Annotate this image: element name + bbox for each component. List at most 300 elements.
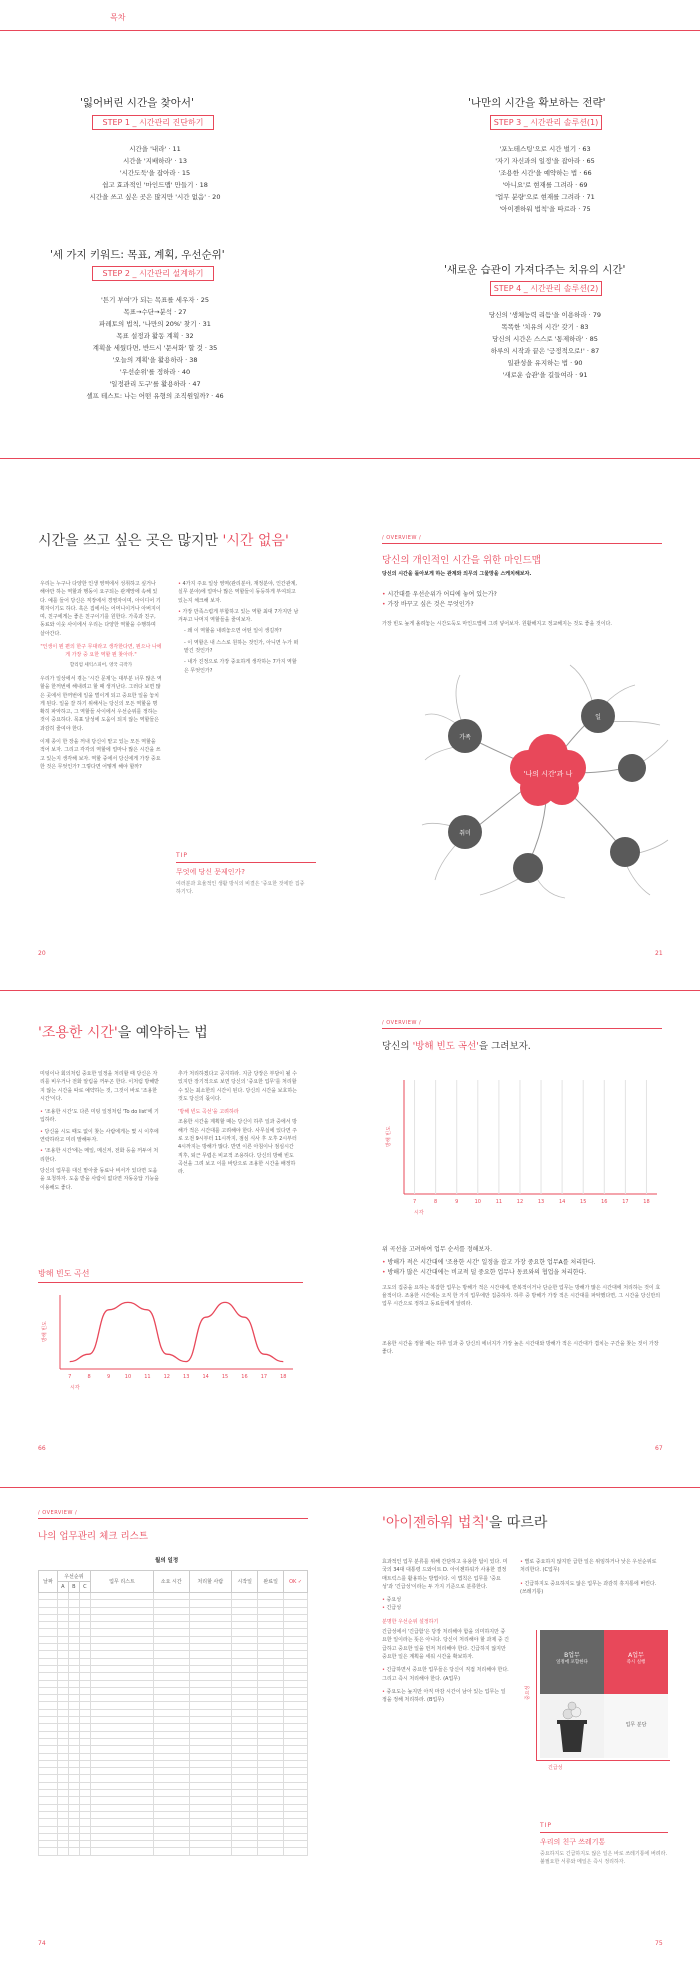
table-cell[interactable]	[258, 1717, 284, 1724]
table-cell[interactable]	[79, 1746, 90, 1753]
toc-entry[interactable]: '새로운 습관'을 길들여라 · 91	[502, 371, 588, 379]
table-cell[interactable]	[57, 1753, 68, 1760]
table-cell[interactable]	[57, 1622, 68, 1629]
table-cell[interactable]	[68, 1768, 79, 1775]
table-cell[interactable]	[68, 1753, 79, 1760]
table-cell[interactable]	[153, 1797, 189, 1804]
table-row[interactable]	[39, 1695, 308, 1702]
table-cell[interactable]	[258, 1826, 284, 1833]
table-cell[interactable]	[258, 1753, 284, 1760]
table-cell[interactable]	[39, 1680, 58, 1687]
table-cell[interactable]	[189, 1673, 232, 1680]
table-cell[interactable]	[79, 1607, 90, 1614]
table-row[interactable]	[39, 1607, 308, 1614]
table-cell[interactable]	[258, 1775, 284, 1782]
table-cell[interactable]	[90, 1790, 153, 1797]
table-cell[interactable]	[189, 1593, 232, 1600]
toc-entry[interactable]: '아니요'로 현재를 그려라 · 69	[502, 181, 588, 189]
table-cell[interactable]	[232, 1665, 258, 1672]
table-row[interactable]	[39, 1775, 308, 1782]
table-cell[interactable]	[68, 1804, 79, 1811]
table-cell[interactable]	[79, 1738, 90, 1745]
toc-entry[interactable]: 시간을 '지배하라' · 13	[122, 157, 188, 165]
toc-entry[interactable]: 목표→수단→분석 · 27	[123, 308, 187, 316]
table-cell[interactable]	[153, 1724, 189, 1731]
table-row[interactable]	[39, 1673, 308, 1680]
table-cell[interactable]	[153, 1665, 189, 1672]
table-cell[interactable]	[68, 1811, 79, 1818]
toc-s3-step[interactable]: STEP 3 _ 시간관리 솔루션(1)	[490, 115, 602, 130]
table-cell[interactable]	[68, 1614, 79, 1621]
table-cell[interactable]	[79, 1651, 90, 1658]
table-cell[interactable]	[79, 1819, 90, 1826]
toc-entry[interactable]: 계획을 세웠다면, 반드시 '문서화' 할 것 · 35	[92, 344, 218, 352]
table-cell[interactable]	[189, 1731, 232, 1738]
table-cell[interactable]	[232, 1651, 258, 1658]
table-cell[interactable]	[284, 1731, 308, 1738]
table-cell[interactable]	[79, 1644, 90, 1651]
table-cell[interactable]	[232, 1622, 258, 1629]
toc-entry[interactable]: '오늘의 계획'을 활용하라 · 38	[112, 356, 198, 364]
table-cell[interactable]	[284, 1826, 308, 1833]
toc-entry[interactable]: 쉽고 효과적인 '마인드맵' 만들기 · 18	[102, 181, 208, 189]
table-cell[interactable]	[79, 1629, 90, 1636]
table-cell[interactable]	[189, 1702, 232, 1709]
table-cell[interactable]	[39, 1841, 58, 1848]
table-row[interactable]	[39, 1629, 308, 1636]
table-cell[interactable]	[284, 1673, 308, 1680]
table-cell[interactable]	[79, 1695, 90, 1702]
toc-entry[interactable]: '포노테스팅'으로 시간 벌기 · 63	[499, 145, 591, 153]
table-cell[interactable]	[39, 1753, 58, 1760]
table-cell[interactable]	[39, 1695, 58, 1702]
table-cell[interactable]	[90, 1695, 153, 1702]
table-row[interactable]	[39, 1614, 308, 1621]
table-cell[interactable]	[90, 1797, 153, 1804]
table-cell[interactable]	[79, 1841, 90, 1848]
table-cell[interactable]	[68, 1709, 79, 1716]
table-cell[interactable]	[189, 1658, 232, 1665]
table-cell[interactable]	[153, 1702, 189, 1709]
table-cell[interactable]	[153, 1636, 189, 1643]
table-cell[interactable]	[189, 1636, 232, 1643]
table-row[interactable]	[39, 1644, 308, 1651]
table-cell[interactable]	[57, 1665, 68, 1672]
table-cell[interactable]	[90, 1848, 153, 1855]
table-cell[interactable]	[90, 1658, 153, 1665]
table-cell[interactable]	[90, 1673, 153, 1680]
table-cell[interactable]	[258, 1665, 284, 1672]
table-cell[interactable]	[57, 1673, 68, 1680]
table-cell[interactable]	[57, 1811, 68, 1818]
table-cell[interactable]	[57, 1709, 68, 1716]
table-cell[interactable]	[79, 1731, 90, 1738]
table-cell[interactable]	[284, 1833, 308, 1840]
table-cell[interactable]	[153, 1687, 189, 1694]
table-cell[interactable]	[79, 1848, 90, 1855]
toc-entry[interactable]: 당신의 시간은 스스로 '통제하라' · 85	[492, 335, 598, 343]
table-cell[interactable]	[189, 1760, 232, 1767]
table-cell[interactable]	[258, 1629, 284, 1636]
table-cell[interactable]	[189, 1695, 232, 1702]
table-cell[interactable]	[258, 1695, 284, 1702]
table-row[interactable]	[39, 1848, 308, 1855]
table-cell[interactable]	[39, 1746, 58, 1753]
table-cell[interactable]	[232, 1746, 258, 1753]
table-cell[interactable]	[39, 1768, 58, 1775]
toc-s4-step[interactable]: STEP 4 _ 시간관리 솔루션(2)	[490, 281, 602, 296]
table-row[interactable]	[39, 1841, 308, 1848]
table-cell[interactable]	[153, 1680, 189, 1687]
toc-entry[interactable]: 셀프 테스트: 나는 어떤 유형의 조직원일까? · 46	[86, 392, 224, 400]
table-cell[interactable]	[90, 1607, 153, 1614]
table-cell[interactable]	[57, 1600, 68, 1607]
toc-entry[interactable]: '일정관리 도구'를 활용하라 · 47	[109, 380, 201, 388]
table-cell[interactable]	[68, 1790, 79, 1797]
table-cell[interactable]	[189, 1614, 232, 1621]
table-cell[interactable]	[153, 1614, 189, 1621]
table-cell[interactable]	[258, 1702, 284, 1709]
table-cell[interactable]	[57, 1819, 68, 1826]
table-cell[interactable]	[39, 1702, 58, 1709]
table-cell[interactable]	[232, 1811, 258, 1818]
table-cell[interactable]	[284, 1658, 308, 1665]
table-cell[interactable]	[284, 1644, 308, 1651]
table-cell[interactable]	[153, 1731, 189, 1738]
table-cell[interactable]	[90, 1738, 153, 1745]
table-cell[interactable]	[68, 1702, 79, 1709]
table-cell[interactable]	[284, 1614, 308, 1621]
table-cell[interactable]	[284, 1593, 308, 1600]
table-cell[interactable]	[90, 1819, 153, 1826]
table-cell[interactable]	[284, 1600, 308, 1607]
table-cell[interactable]	[232, 1687, 258, 1694]
table-cell[interactable]	[232, 1724, 258, 1731]
table-row[interactable]	[39, 1826, 308, 1833]
table-cell[interactable]	[284, 1724, 308, 1731]
table-cell[interactable]	[39, 1738, 58, 1745]
table-cell[interactable]	[258, 1738, 284, 1745]
table-cell[interactable]	[68, 1651, 79, 1658]
table-cell[interactable]	[57, 1658, 68, 1665]
table-cell[interactable]	[284, 1775, 308, 1782]
table-cell[interactable]	[57, 1695, 68, 1702]
table-cell[interactable]	[258, 1833, 284, 1840]
table-cell[interactable]	[39, 1782, 58, 1789]
table-cell[interactable]	[68, 1724, 79, 1731]
table-cell[interactable]	[284, 1651, 308, 1658]
table-row[interactable]	[39, 1593, 308, 1600]
table-cell[interactable]	[39, 1826, 58, 1833]
table-row[interactable]	[39, 1790, 308, 1797]
table-cell[interactable]	[90, 1724, 153, 1731]
table-cell[interactable]	[232, 1782, 258, 1789]
table-cell[interactable]	[79, 1600, 90, 1607]
table-cell[interactable]	[79, 1717, 90, 1724]
table-cell[interactable]	[57, 1782, 68, 1789]
table-cell[interactable]	[258, 1797, 284, 1804]
table-cell[interactable]	[90, 1731, 153, 1738]
table-cell[interactable]	[79, 1811, 90, 1818]
table-cell[interactable]	[258, 1644, 284, 1651]
table-cell[interactable]	[39, 1811, 58, 1818]
table-cell[interactable]	[90, 1760, 153, 1767]
table-cell[interactable]	[232, 1848, 258, 1855]
table-cell[interactable]	[79, 1753, 90, 1760]
table-cell[interactable]	[258, 1651, 284, 1658]
table-cell[interactable]	[153, 1738, 189, 1745]
table-cell[interactable]	[68, 1658, 79, 1665]
table-cell[interactable]	[258, 1782, 284, 1789]
toc-s2-step[interactable]: STEP 2 _ 시간관리 설계하기	[92, 266, 214, 281]
table-cell[interactable]	[90, 1629, 153, 1636]
toc-entry[interactable]: '아이젠하워 법칙'을 따르라 · 75	[499, 205, 591, 213]
table-cell[interactable]	[90, 1651, 153, 1658]
table-cell[interactable]	[68, 1833, 79, 1840]
table-cell[interactable]	[284, 1709, 308, 1716]
table-cell[interactable]	[258, 1673, 284, 1680]
table-cell[interactable]	[189, 1709, 232, 1716]
table-cell[interactable]	[189, 1768, 232, 1775]
table-cell[interactable]	[153, 1826, 189, 1833]
table-cell[interactable]	[90, 1622, 153, 1629]
table-cell[interactable]	[153, 1833, 189, 1840]
table-cell[interactable]	[39, 1673, 58, 1680]
table-cell[interactable]	[79, 1658, 90, 1665]
table-cell[interactable]	[90, 1768, 153, 1775]
table-cell[interactable]	[153, 1644, 189, 1651]
table-row[interactable]	[39, 1636, 308, 1643]
table-cell[interactable]	[79, 1636, 90, 1643]
table-row[interactable]	[39, 1753, 308, 1760]
table-cell[interactable]	[232, 1753, 258, 1760]
table-cell[interactable]	[284, 1797, 308, 1804]
table-cell[interactable]	[153, 1753, 189, 1760]
table-cell[interactable]	[232, 1629, 258, 1636]
table-cell[interactable]	[153, 1717, 189, 1724]
table-cell[interactable]	[57, 1687, 68, 1694]
table-cell[interactable]	[258, 1841, 284, 1848]
table-cell[interactable]	[284, 1819, 308, 1826]
table-cell[interactable]	[153, 1629, 189, 1636]
table-row[interactable]	[39, 1709, 308, 1716]
table-cell[interactable]	[39, 1636, 58, 1643]
table-cell[interactable]	[79, 1665, 90, 1672]
table-cell[interactable]	[189, 1600, 232, 1607]
table-cell[interactable]	[90, 1811, 153, 1818]
table-cell[interactable]	[90, 1644, 153, 1651]
table-cell[interactable]	[68, 1593, 79, 1600]
table-cell[interactable]	[258, 1768, 284, 1775]
table-cell[interactable]	[68, 1636, 79, 1643]
toc-entry[interactable]: '업무 분량'으로 현재를 그려라 · 71	[495, 193, 595, 201]
table-cell[interactable]	[79, 1622, 90, 1629]
table-row[interactable]	[39, 1600, 308, 1607]
table-cell[interactable]	[79, 1790, 90, 1797]
table-cell[interactable]	[57, 1775, 68, 1782]
table-cell[interactable]	[90, 1826, 153, 1833]
table-cell[interactable]	[284, 1622, 308, 1629]
table-cell[interactable]	[189, 1651, 232, 1658]
table-cell[interactable]	[39, 1651, 58, 1658]
table-cell[interactable]	[258, 1600, 284, 1607]
table-row[interactable]	[39, 1746, 308, 1753]
table-cell[interactable]	[153, 1695, 189, 1702]
table-cell[interactable]	[153, 1607, 189, 1614]
table-cell[interactable]	[284, 1768, 308, 1775]
table-cell[interactable]	[90, 1833, 153, 1840]
table-cell[interactable]	[232, 1804, 258, 1811]
table-cell[interactable]	[39, 1760, 58, 1767]
table-cell[interactable]	[232, 1717, 258, 1724]
table-cell[interactable]	[284, 1607, 308, 1614]
table-cell[interactable]	[258, 1607, 284, 1614]
table-row[interactable]	[39, 1680, 308, 1687]
table-cell[interactable]	[68, 1680, 79, 1687]
table-cell[interactable]	[232, 1826, 258, 1833]
table-cell[interactable]	[232, 1673, 258, 1680]
table-row[interactable]	[39, 1797, 308, 1804]
table-cell[interactable]	[57, 1644, 68, 1651]
table-cell[interactable]	[232, 1658, 258, 1665]
table-cell[interactable]	[284, 1760, 308, 1767]
table-cell[interactable]	[39, 1600, 58, 1607]
table-cell[interactable]	[39, 1717, 58, 1724]
table-cell[interactable]	[232, 1738, 258, 1745]
table-row[interactable]	[39, 1651, 308, 1658]
table-cell[interactable]	[90, 1600, 153, 1607]
table-cell[interactable]	[79, 1833, 90, 1840]
table-cell[interactable]	[68, 1622, 79, 1629]
table-cell[interactable]	[57, 1614, 68, 1621]
table-cell[interactable]	[153, 1746, 189, 1753]
table-cell[interactable]	[232, 1731, 258, 1738]
table-cell[interactable]	[68, 1848, 79, 1855]
table-row[interactable]	[39, 1658, 308, 1665]
table-cell[interactable]	[232, 1819, 258, 1826]
table-cell[interactable]	[258, 1790, 284, 1797]
table-cell[interactable]	[189, 1775, 232, 1782]
table-cell[interactable]	[189, 1665, 232, 1672]
table-row[interactable]	[39, 1738, 308, 1745]
table-cell[interactable]	[79, 1702, 90, 1709]
table-cell[interactable]	[232, 1600, 258, 1607]
table-cell[interactable]	[258, 1636, 284, 1643]
table-cell[interactable]	[189, 1753, 232, 1760]
table-cell[interactable]	[232, 1614, 258, 1621]
table-cell[interactable]	[90, 1804, 153, 1811]
table-cell[interactable]	[90, 1717, 153, 1724]
table-cell[interactable]	[189, 1607, 232, 1614]
table-cell[interactable]	[232, 1797, 258, 1804]
table-cell[interactable]	[258, 1709, 284, 1716]
toc-entry[interactable]: 파레토의 법칙, '나만의 20%' 찾기 · 31	[99, 320, 211, 328]
table-cell[interactable]	[284, 1687, 308, 1694]
table-cell[interactable]	[189, 1644, 232, 1651]
table-cell[interactable]	[68, 1644, 79, 1651]
table-cell[interactable]	[90, 1702, 153, 1709]
table-cell[interactable]	[232, 1680, 258, 1687]
table-cell[interactable]	[68, 1738, 79, 1745]
table-cell[interactable]	[79, 1614, 90, 1621]
table-cell[interactable]	[258, 1687, 284, 1694]
table-cell[interactable]	[189, 1826, 232, 1833]
table-cell[interactable]	[39, 1790, 58, 1797]
table-cell[interactable]	[57, 1607, 68, 1614]
table-cell[interactable]	[284, 1629, 308, 1636]
table-cell[interactable]	[57, 1593, 68, 1600]
table-cell[interactable]	[258, 1593, 284, 1600]
table-cell[interactable]	[258, 1848, 284, 1855]
table-cell[interactable]	[68, 1717, 79, 1724]
table-cell[interactable]	[57, 1826, 68, 1833]
table-cell[interactable]	[39, 1724, 58, 1731]
table-row[interactable]	[39, 1665, 308, 1672]
table-cell[interactable]	[57, 1731, 68, 1738]
table-cell[interactable]	[189, 1782, 232, 1789]
table-cell[interactable]	[79, 1593, 90, 1600]
table-cell[interactable]	[153, 1782, 189, 1789]
table-cell[interactable]	[153, 1593, 189, 1600]
table-row[interactable]	[39, 1804, 308, 1811]
table-cell[interactable]	[153, 1673, 189, 1680]
table-cell[interactable]	[284, 1702, 308, 1709]
table-cell[interactable]	[284, 1804, 308, 1811]
table-cell[interactable]	[68, 1673, 79, 1680]
table-cell[interactable]	[39, 1607, 58, 1614]
table-cell[interactable]	[39, 1665, 58, 1672]
toc-entry[interactable]: '자기 자신과의 일정'을 잡아라 · 65	[495, 157, 595, 165]
table-cell[interactable]	[39, 1614, 58, 1621]
table-cell[interactable]	[57, 1768, 68, 1775]
toc-entry[interactable]: 일관성을 유지하는 법 · 90	[507, 359, 583, 367]
table-cell[interactable]	[68, 1746, 79, 1753]
table-cell[interactable]	[39, 1622, 58, 1629]
table-cell[interactable]	[39, 1775, 58, 1782]
table-cell[interactable]	[57, 1636, 68, 1643]
table-cell[interactable]	[57, 1680, 68, 1687]
table-cell[interactable]	[258, 1680, 284, 1687]
table-cell[interactable]	[79, 1804, 90, 1811]
toc-entry[interactable]: 시간을 쓰고 싶은 곳은 많지만 '시간 없음' · 20	[89, 193, 221, 201]
table-cell[interactable]	[153, 1848, 189, 1855]
table-cell[interactable]	[39, 1819, 58, 1826]
table-row[interactable]	[39, 1731, 308, 1738]
table-cell[interactable]	[284, 1848, 308, 1855]
table-cell[interactable]	[39, 1644, 58, 1651]
table-cell[interactable]	[284, 1695, 308, 1702]
table-row[interactable]	[39, 1622, 308, 1629]
toc-entry[interactable]: '시간도둑'을 잡아라 · 15	[119, 169, 191, 177]
toc-entry[interactable]: 시간을 '내라' · 11	[129, 145, 181, 153]
table-cell[interactable]	[258, 1614, 284, 1621]
table-cell[interactable]	[68, 1731, 79, 1738]
table-cell[interactable]	[284, 1717, 308, 1724]
table-cell[interactable]	[57, 1629, 68, 1636]
table-cell[interactable]	[57, 1702, 68, 1709]
table-cell[interactable]	[258, 1760, 284, 1767]
table-cell[interactable]	[68, 1687, 79, 1694]
table-cell[interactable]	[79, 1760, 90, 1767]
table-cell[interactable]	[39, 1658, 58, 1665]
table-cell[interactable]	[153, 1709, 189, 1716]
table-cell[interactable]	[153, 1775, 189, 1782]
table-cell[interactable]	[79, 1775, 90, 1782]
table-cell[interactable]	[68, 1782, 79, 1789]
table-cell[interactable]	[68, 1600, 79, 1607]
table-cell[interactable]	[39, 1833, 58, 1840]
table-cell[interactable]	[57, 1790, 68, 1797]
